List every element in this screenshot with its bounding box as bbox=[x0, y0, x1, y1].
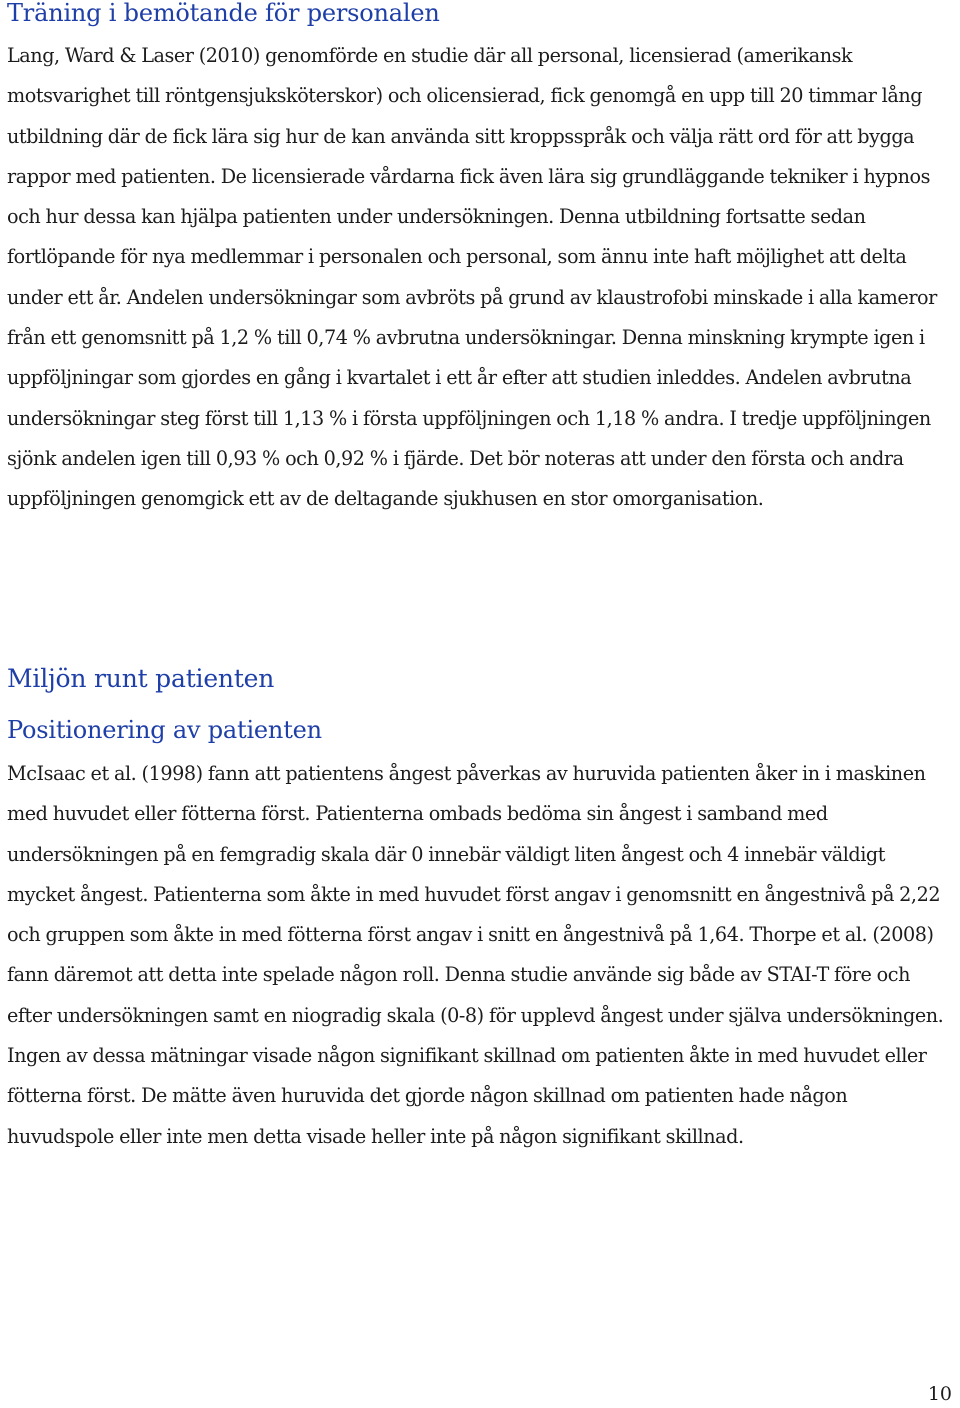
subsection-paragraph: McIsaac et al. (1998) fann att patientens ångest påverkas av huruvida patienten åker in i maskinen med huvudet eller fötterna först. Patienterna ombads bedöma sin ångest i samband med undersökningen på en femgradig skala där 0 innebär väldigt liten ångest och 4 innebär väldigt mycket ångest. Patienterna som åkte in med huvudet först angav i genomsnitt en ångestnivå på 2,22 och gruppen som åkte in med fötterna först angav i snitt en ångestnivå på 1,64. Thorpe et al. (2008) fann däremot att detta inte spelade någon roll. Denna studie använde sig både av STAI-T före och efter undersökningen samt en niogradig skala (0-8) för upplevd ångest under själva undersökningen. Ingen av dessa mätningar visade någon signifikant skillnad om patienten åkte in med huvudet eller fötterna först. De mätte även huruvida det gjorde någon skillnad om patienten hade någon huvudspole eller inte men detta visade heller inte på någon signifikant skillnad. bbox=[7, 762, 944, 1148]
section-heading: Träning i bemötande för personalen bbox=[7, 0, 440, 27]
page-number: 10 bbox=[927, 1383, 952, 1405]
chapter-heading: Miljön runt patienten bbox=[7, 664, 275, 693]
subsection-heading: Positionering av patienten bbox=[7, 716, 322, 744]
section-paragraph: Lang, Ward & Laser (2010) genomförde en studie där all personal, licensierad (amerikansk motsvarighet till röntgensjuksköterskor) och olicensierad, fick genomgå en upp till 20 timmar lång utbildning där de fick lära sig hur de kan använda sitt kroppsspråk och välja rätt ord för att bygga rappor med patienten. De licensierade vårdarna fick även lära sig grundläggande tekniker i hypnos och hur dessa kan hjälpa patienten under undersökningen. Denna utbildning fortsatte sedan fortlöpande för nya medlemmar i personalen och personal, som ännu inte haft möjlighet att delta under ett år. Andelen undersökningar som avbröts på grund av klaustrofobi minskade i alla kameror från ett genomsnitt på 1,2 % till 0,74 % avbrutna undersökningar. Denna minskning krympte igen i uppföljningar som gjordes en gång i kvartalet i ett år efter att studien inleddes. Andelen avbrutna undersökningar steg först till 1,13 % i första uppföljningen och 1,18 % andra. I tredje uppföljningen sjönk andelen igen till 0,93 % och 0,92 % i fjärde. Det bör noteras att under den första och andra uppföljningen genomgick ett av de deltagande sjukhusen en stor omorganisation. bbox=[7, 44, 937, 511]
